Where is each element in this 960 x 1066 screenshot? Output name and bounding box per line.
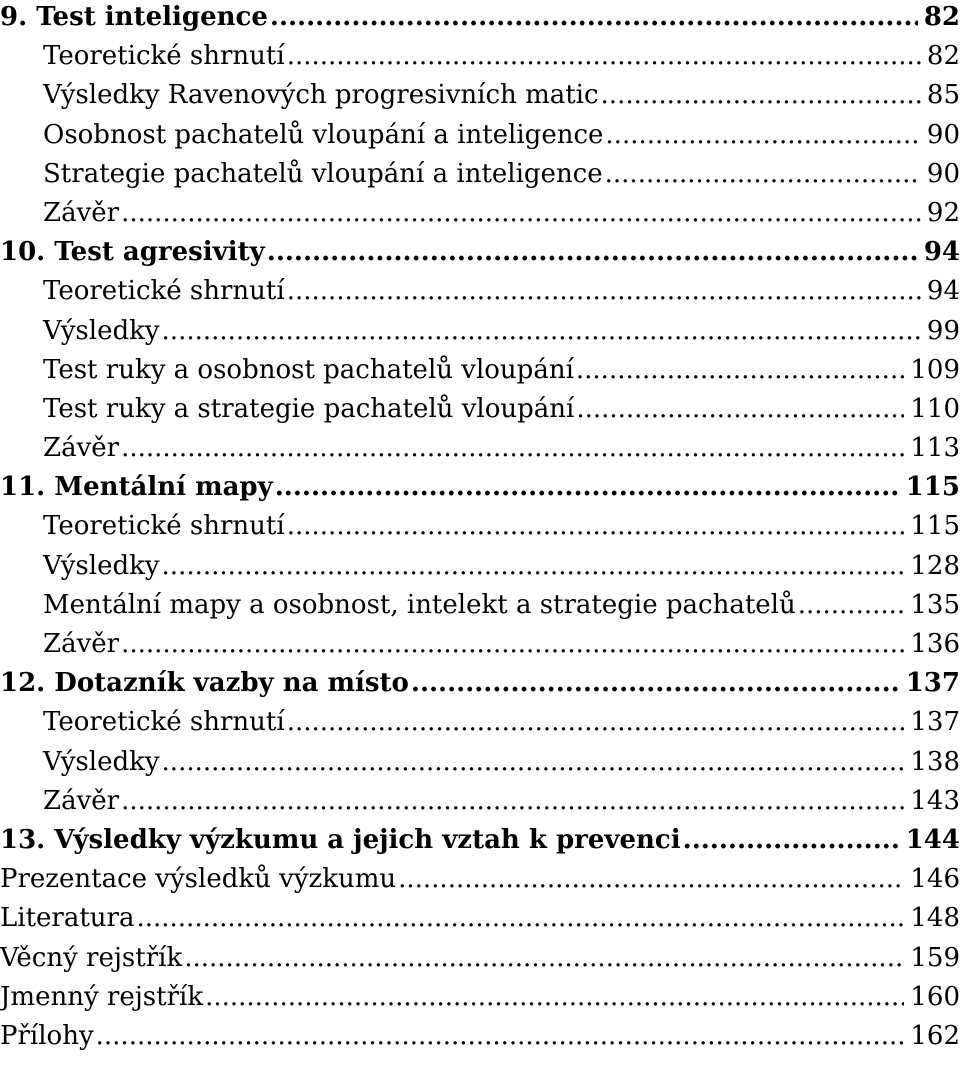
toc-entry-page: 109 <box>910 354 960 385</box>
toc-entry-page: 136 <box>910 629 960 659</box>
dot-leader <box>683 821 900 860</box>
toc-entry-title: 12. Dotazník vazby na místo <box>0 668 409 699</box>
toc-entry-section[interactable] <box>0 547 960 586</box>
toc-entry-page: 146 <box>910 864 960 895</box>
toc-entry-page: 128 <box>910 550 960 581</box>
dot-leader <box>411 664 900 703</box>
toc-entry-section[interactable] <box>0 76 960 115</box>
toc-entry-page: 135 <box>910 589 960 620</box>
toc-entry-title: Závěr <box>43 197 120 228</box>
dot-leader <box>162 547 905 586</box>
toc-entry-section[interactable] <box>0 37 960 76</box>
toc-entry-page: 90 <box>926 158 960 189</box>
toc-entry-section[interactable] <box>0 155 960 194</box>
dot-leader <box>162 312 921 351</box>
toc-entry-title: Strategie pachatelů vloupání a inteligence <box>43 158 603 189</box>
toc-entry-top[interactable] <box>0 860 960 899</box>
toc-entry-chapter[interactable] <box>0 468 960 507</box>
toc-entry-page: 90 <box>926 119 960 150</box>
toc-entry-page: 159 <box>910 942 960 973</box>
toc-entry-section[interactable] <box>0 272 960 311</box>
dot-leader <box>576 390 904 429</box>
dot-leader <box>275 468 900 507</box>
toc-entry-page: 162 <box>910 1020 960 1051</box>
toc-entry-chapter[interactable] <box>0 233 960 272</box>
dot-leader <box>205 978 904 1017</box>
toc-entry-title: Prezentace výsledků výzkumu <box>0 864 397 895</box>
toc-entry-page: 92 <box>926 197 960 228</box>
toc-entry-chapter[interactable] <box>0 821 960 860</box>
dot-leader <box>601 76 921 115</box>
toc-entry-title: Výsledky Ravenových progresivních matic <box>43 80 599 111</box>
toc-entry-page: 138 <box>910 746 960 777</box>
toc-entry-section[interactable] <box>0 703 960 742</box>
toc-entry-title: Jmenný rejstřík <box>0 981 204 1012</box>
toc-entry-title: 9. Test inteligence <box>0 2 268 32</box>
toc-entry-page: 82 <box>926 41 960 72</box>
toc-entry-page: 113 <box>910 433 960 464</box>
dot-leader <box>287 507 905 546</box>
toc-entry-section[interactable] <box>0 625 960 664</box>
toc-entry-section[interactable] <box>0 116 960 155</box>
toc-entry-page: 148 <box>910 903 960 934</box>
toc-entry-title: Teoretické shrnutí <box>43 511 285 542</box>
toc-entry-title: Výsledky <box>43 315 160 346</box>
toc-entry-title: 10. Test agresivity <box>0 237 265 268</box>
dot-leader <box>96 1017 905 1056</box>
toc-entry-section[interactable] <box>0 586 960 625</box>
toc-entry-title: Literatura <box>0 903 135 934</box>
toc-entry-title: Test ruky a osobnost pachatelů vloupání <box>43 354 574 385</box>
toc-entry-section[interactable] <box>0 194 960 233</box>
dot-leader <box>121 782 904 821</box>
toc-entry-title: Věcný rejstřík <box>0 942 183 973</box>
toc-entry-page: 160 <box>910 981 960 1012</box>
toc-entry-page: 115 <box>910 511 960 542</box>
dot-leader <box>162 743 905 782</box>
toc-entry-section[interactable] <box>0 743 960 782</box>
toc-entry-page: 110 <box>910 393 960 424</box>
dot-leader <box>798 586 905 625</box>
toc-entry-page: 99 <box>926 315 960 346</box>
toc-entry-title: Osobnost pachatelů vloupání a inteligence <box>43 119 604 150</box>
toc-entry-title: Výsledky <box>43 550 160 581</box>
toc-entry-page: 94 <box>926 276 960 307</box>
dot-leader <box>576 351 904 390</box>
toc-entry-title: Závěr <box>43 785 120 816</box>
toc-entry-title: Závěr <box>43 433 120 464</box>
dot-leader <box>287 37 921 76</box>
dot-leader <box>121 429 904 468</box>
dot-leader <box>287 703 905 742</box>
toc-entry-page: 115 <box>905 472 960 503</box>
dot-leader <box>136 899 904 938</box>
toc-entry-title: Teoretické shrnutí <box>43 41 285 72</box>
toc-entry-title: Test ruky a strategie pachatelů vloupání <box>43 393 575 424</box>
toc-entry-section[interactable] <box>0 390 960 429</box>
dot-leader <box>270 0 918 37</box>
dot-leader <box>398 860 904 899</box>
toc-entry-chapter[interactable] <box>0 664 960 703</box>
toc-entry-chapter[interactable] <box>0 0 960 37</box>
toc-entry-title: Teoretické shrnutí <box>43 707 285 738</box>
toc-entry-top[interactable] <box>0 1017 960 1056</box>
toc-entry-page: 82 <box>923 2 960 32</box>
toc-entry-title: Mentální mapy a osobnost, intelekt a strategie pachatelů <box>43 589 796 620</box>
toc-entry-page: 137 <box>905 668 960 699</box>
dot-leader <box>287 272 921 311</box>
toc-entry-section[interactable] <box>0 351 960 390</box>
toc-entry-title: 13. Výsledky výzkumu a jejich vztah k prevenci <box>0 824 681 855</box>
toc-entry-section[interactable] <box>0 312 960 351</box>
toc-entry-title: Přílohy <box>0 1020 94 1051</box>
toc-entry-page: 94 <box>923 237 960 268</box>
dot-leader <box>184 939 904 978</box>
toc-entry-title: 11. Mentální mapy <box>0 472 273 503</box>
dot-leader <box>121 625 904 664</box>
toc-entry-page: 137 <box>910 707 960 738</box>
toc-entry-page: 144 <box>905 824 960 855</box>
dot-leader <box>267 233 918 272</box>
toc-entry-section[interactable] <box>0 782 960 821</box>
dot-leader <box>121 194 921 233</box>
toc-entry-title: Teoretické shrnutí <box>43 276 285 307</box>
toc-entry-page: 143 <box>910 785 960 816</box>
toc-entry-top[interactable] <box>0 939 960 978</box>
toc-entry-title: Závěr <box>43 629 120 659</box>
toc-entry-section[interactable] <box>0 429 960 468</box>
toc-entry-section[interactable] <box>0 507 960 546</box>
toc-entry-title: Výsledky <box>43 746 160 777</box>
toc-entry-top[interactable] <box>0 978 960 1017</box>
toc-entry-top[interactable] <box>0 899 960 938</box>
toc-entry-page: 85 <box>926 80 960 111</box>
dot-leader <box>605 155 921 194</box>
dot-leader <box>605 116 920 155</box>
